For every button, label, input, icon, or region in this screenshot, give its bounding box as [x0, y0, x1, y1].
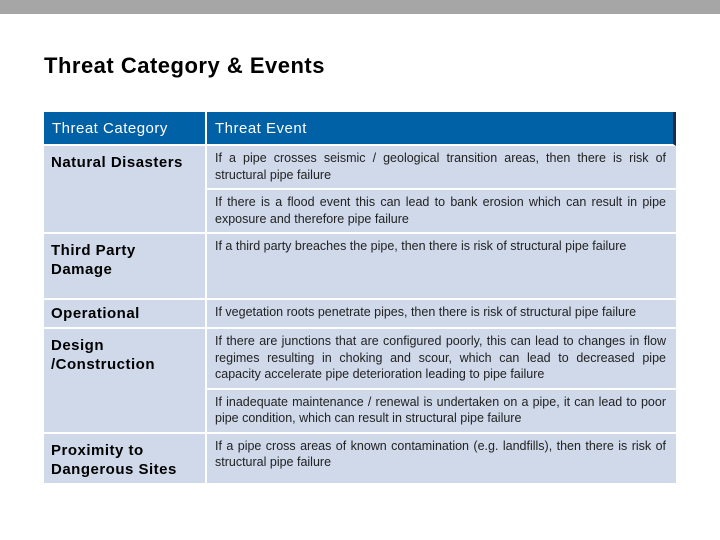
event-cell: If a third party breaches the pipe, then there is risk of structural pipe failure — [207, 234, 676, 300]
table-row — [44, 434, 676, 485]
threat-table — [44, 112, 676, 485]
slide-title: Threat Category & Events — [44, 53, 325, 78]
event-cell: If vegetation roots penetrate pipes, then there is risk of structural pipe failure — [207, 300, 676, 329]
column-header-threat-event: Threat Event — [207, 112, 676, 146]
table-row — [44, 300, 676, 329]
top-bar — [0, 0, 720, 14]
category-cell: Natural Disasters — [44, 146, 207, 234]
table-row — [44, 329, 676, 390]
category-cell: Third Party Damage — [44, 234, 207, 300]
event-cell: If a pipe crosses seismic / geological transition areas, then there is risk of structural pipe failure — [207, 146, 676, 190]
category-cell: Design /Construction — [44, 329, 207, 434]
table-header-row — [44, 112, 676, 146]
category-cell: Operational — [44, 300, 207, 329]
category-cell: Proximity to Dangerous Sites — [44, 434, 207, 485]
event-cell: If inadequate maintenance / renewal is undertaken on a pipe, it can lead to poor pipe condition, which can result in structural pipe failure — [207, 390, 676, 434]
event-cell: If there are junctions that are configured poorly, this can lead to changes in flow regimes resulting in choking and scour, which can lead to decreased pipe capacity accelerate pipe deterioration leading to pipe failure — [207, 329, 676, 390]
table-row — [44, 234, 676, 300]
table-row — [44, 146, 676, 190]
event-cell: If a pipe cross areas of known contamination (e.g. landfills), then there is risk of structural pipe failure — [207, 434, 676, 485]
event-cell: If there is a flood event this can lead to bank erosion which can result in pipe exposure and therefore pipe failure — [207, 190, 676, 234]
column-header-threat-category: Threat Category — [44, 112, 207, 146]
